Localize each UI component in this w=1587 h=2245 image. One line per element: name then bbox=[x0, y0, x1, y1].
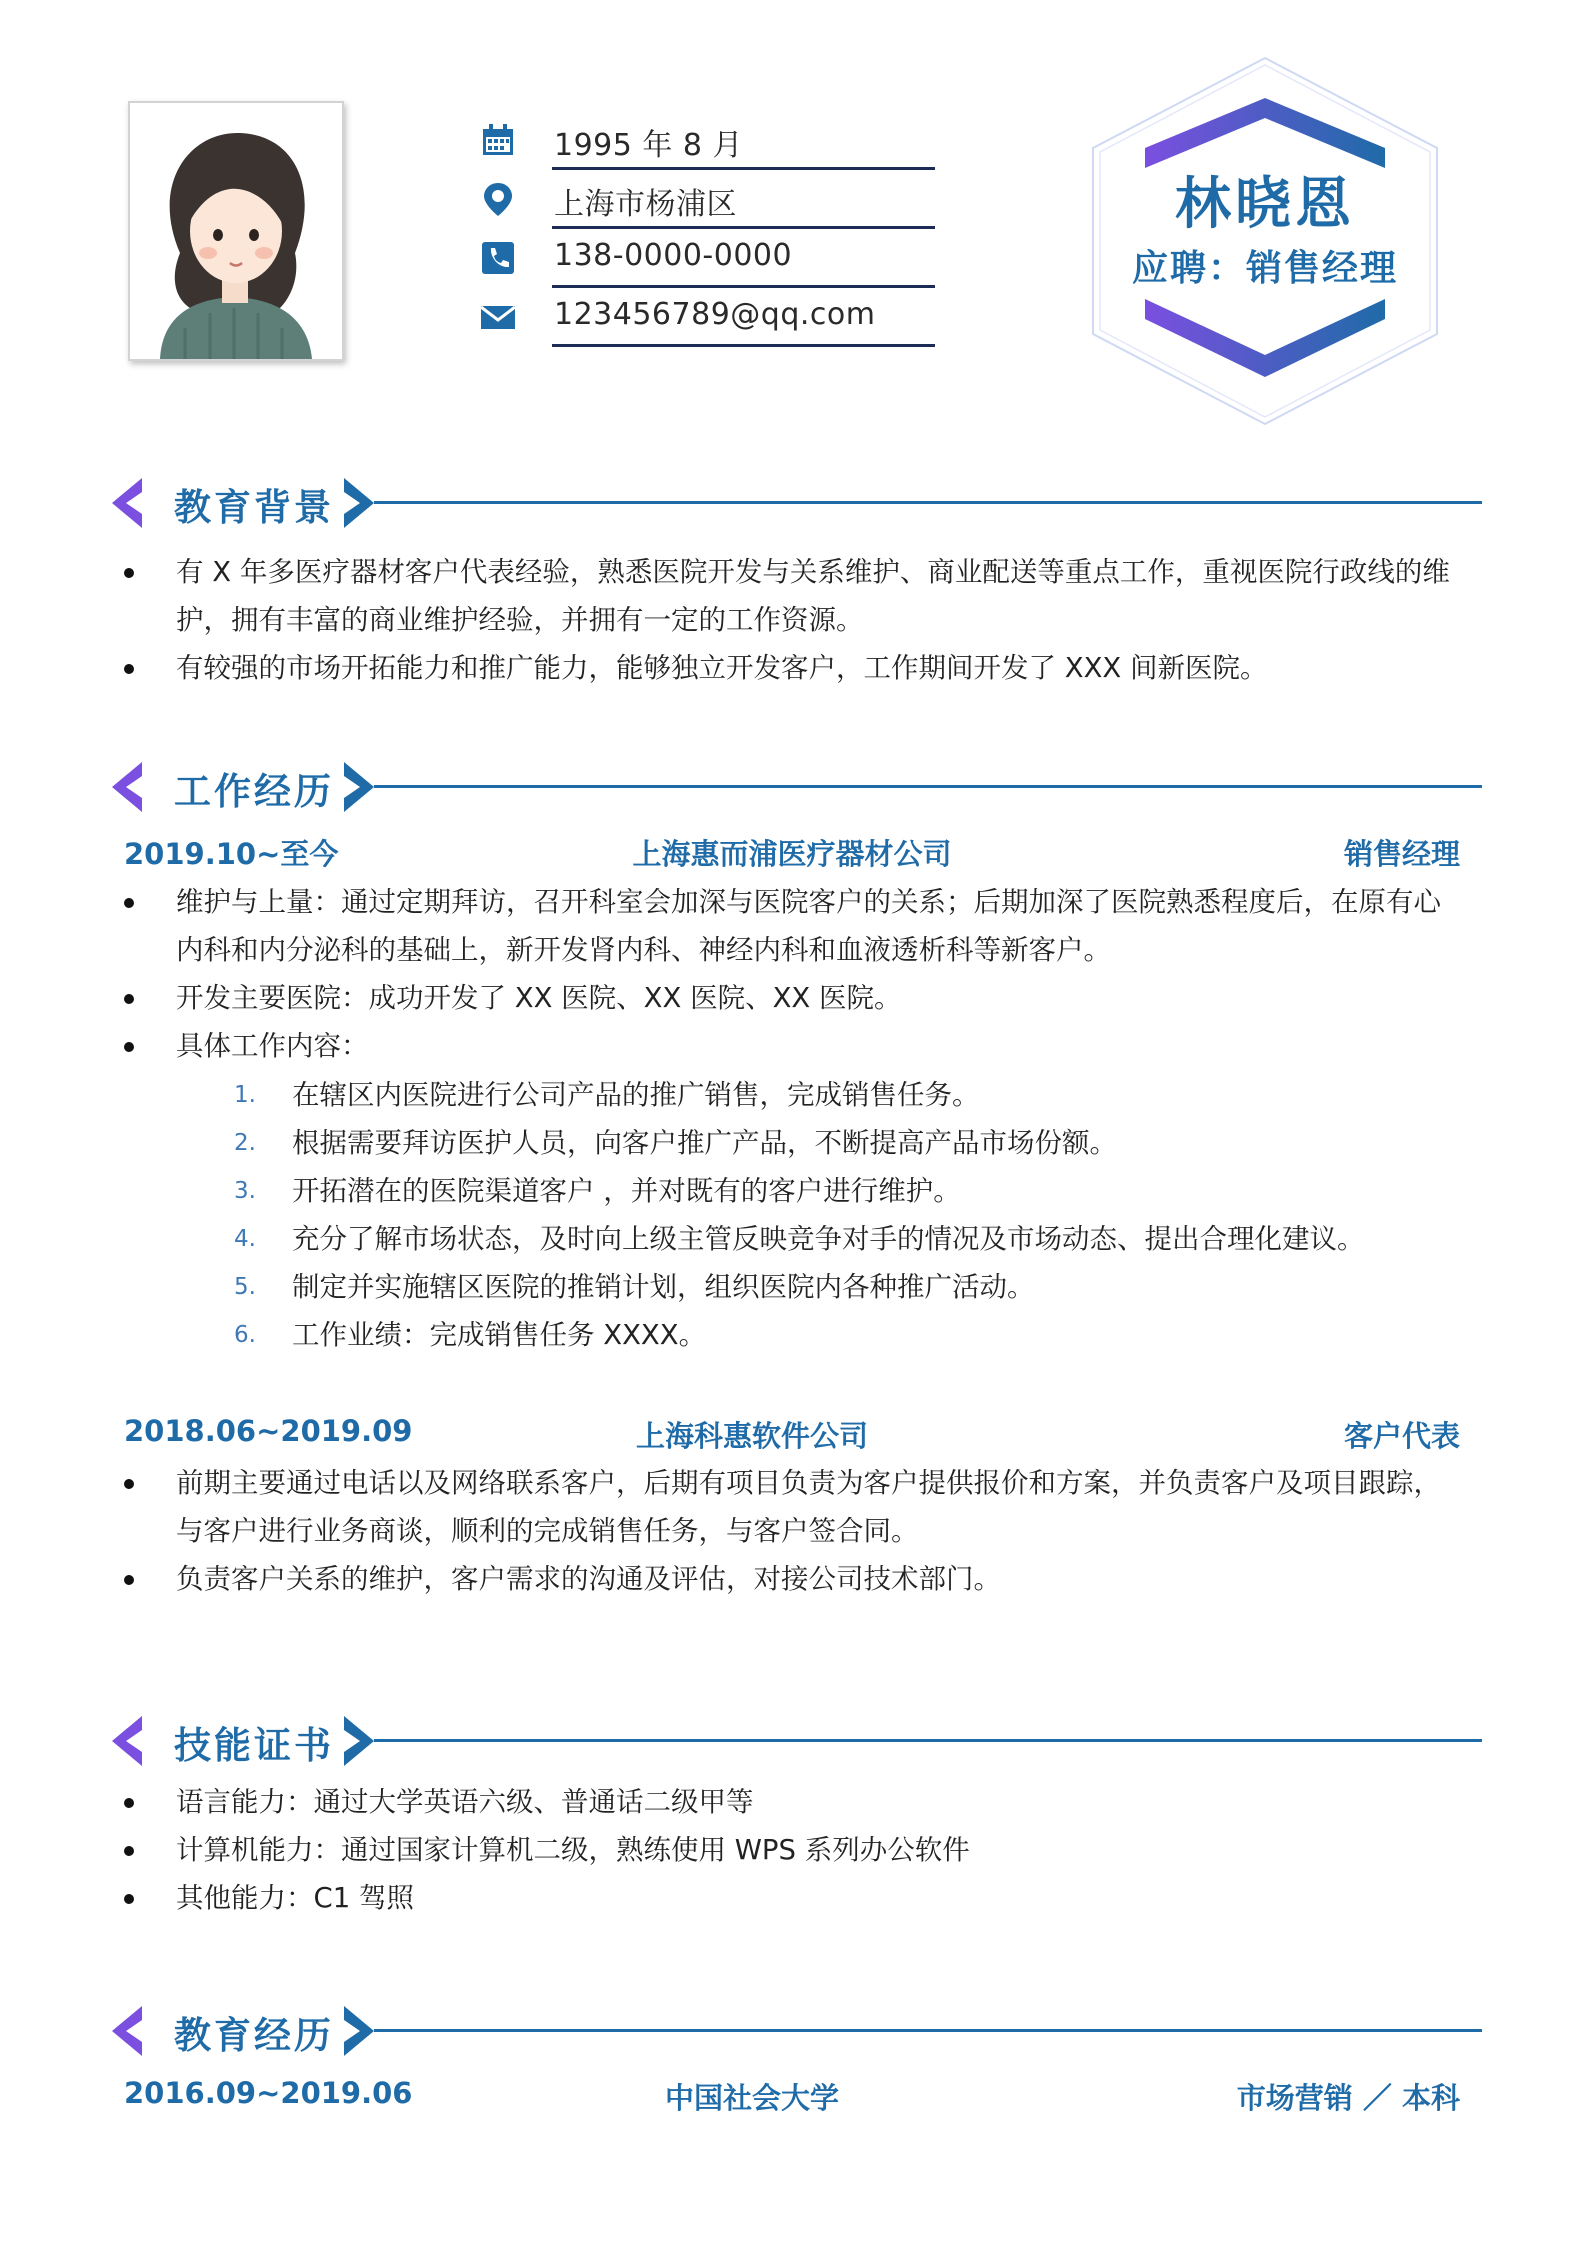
bullet-icon bbox=[124, 1479, 134, 1489]
mail-icon bbox=[480, 299, 516, 335]
bullet-icon bbox=[124, 1798, 134, 1808]
resume-page: 1995 年 8 月 上海市杨浦区 138-0000-0000 123456789@qq.com 林晓恩 应聘：销售经理 教育背景 有 X 年多医疗器材客户代表经验，熟悉医院开发与关系维护、商业配送等重点工作，重视医院行政线的维 护，拥有丰富的商业维护经验，并拥有一定的工作资源。 有较强的市场开拓能力和推广能力，能够独立开发客户，工作期间开发了 XXX 间新医院。 工作经历 2019.10~至今 上海惠而浦医疗器材公司 销售经理 维护与上量：通过定期拜访，召开科室会加深与医院客户的关系；后期加深了医院熟悉程度后，在原有心 内科和内分泌科的基础上，新开发肾内科、神经内科和血液透析科等新客户。 开发主要医院：成功开发了 XX 医院、XX 医院、XX 医院。 具体工作内容： 1. 在辖区内医院进行公司产品的推广销售，完成销售任务。 2. 根据需要拜访医护人员，向客户推广产品，不断提高产品市场份额。 3. 开拓潜在的医院渠道客户 ，并对既有的客户进行维护。 4. 充分了解市场状态，及时向上级主管反映竞争对手的情况及市场动态、提出合理化建议。 5. 制定并实施辖区医院的推销计划，组织医院内各种推广活动。 6. 工作业绩：完成销售任务 XXXX。 2018.06~2019.09 上海科惠软件公司 客户代表 前期主要通过电话以及网络联系客户，后期有项目负责为客户提供报价和方案，并负责客户及项目跟踪， 与客户进行业务商谈，顺利的完成销售任务，与客户签合同。 负责客户关系的维护，客户需求的沟通及评估，对接公司技术部门。 技能证书 语言能力：通过大学英语六级、普通话二级甲等 计算机能力：通过国家计算机二级，熟练使用 WPS 系列办公软件 其他能力：C1 驾照 教育经历 2016.09~2019.06 中国社会大学 市场营销 ／ 本科 bbox=[0, 0, 1587, 2245]
job-role: 客户代表 bbox=[1343, 1419, 1460, 1453]
email-address: 123456789@qq.com bbox=[554, 297, 876, 332]
right-chevron-icon bbox=[344, 478, 374, 528]
info-divider bbox=[552, 344, 935, 347]
job-period: 2019.10~至今 bbox=[124, 837, 339, 871]
location-text: 上海市杨浦区 bbox=[554, 187, 737, 222]
right-chevron-icon bbox=[344, 2006, 374, 2056]
job-company: 上海惠而浦医疗器材公司 bbox=[632, 837, 952, 871]
section-title: 教育背景 bbox=[174, 486, 334, 529]
info-location bbox=[480, 171, 935, 229]
section-rule bbox=[374, 1739, 1482, 1742]
birth-date: 1995 年 8 月 bbox=[554, 128, 744, 163]
info-email bbox=[480, 289, 935, 347]
bullet-icon bbox=[124, 568, 134, 578]
education-period: 2016.09~2019.06 bbox=[124, 2076, 413, 2110]
bullet-icon bbox=[124, 1846, 134, 1856]
info-divider bbox=[552, 167, 935, 170]
section-header-education bbox=[112, 2000, 1482, 2060]
location-pin-icon bbox=[480, 181, 516, 217]
avatar bbox=[128, 101, 344, 361]
phone-icon bbox=[480, 240, 516, 276]
section-title: 技能证书 bbox=[174, 1724, 334, 1767]
bullet-icon bbox=[124, 664, 134, 674]
section-header-education-background bbox=[112, 472, 1482, 532]
info-divider bbox=[552, 226, 935, 229]
education-major: 市场营销 ／ 本科 bbox=[1236, 2081, 1460, 2115]
name-badge bbox=[1090, 55, 1440, 427]
education-header bbox=[124, 2076, 1460, 2120]
job-company: 上海科惠软件公司 bbox=[635, 1419, 868, 1453]
education-school: 中国社会大学 bbox=[664, 2081, 839, 2115]
section-rule bbox=[374, 501, 1482, 504]
info-birth bbox=[480, 112, 935, 170]
left-chevron-icon bbox=[112, 478, 142, 528]
applied-position: 应聘：销售经理 bbox=[1131, 248, 1398, 289]
left-chevron-icon bbox=[112, 762, 142, 812]
bullet-icon bbox=[124, 898, 134, 908]
section-header-skills bbox=[112, 1710, 1482, 1770]
calendar-icon bbox=[480, 122, 516, 158]
left-chevron-icon bbox=[112, 1716, 142, 1766]
bullet-icon bbox=[124, 1575, 134, 1585]
job-header bbox=[124, 832, 1460, 876]
bullet-icon bbox=[124, 1042, 134, 1052]
section-header-work bbox=[112, 756, 1482, 816]
left-chevron-icon bbox=[112, 2006, 142, 2056]
section-rule bbox=[374, 785, 1482, 788]
section-title: 工作经历 bbox=[174, 770, 334, 813]
phone-number: 138-0000-0000 bbox=[554, 238, 793, 273]
job-period: 2018.06~2019.09 bbox=[124, 1414, 413, 1448]
right-chevron-icon bbox=[344, 762, 374, 812]
candidate-name: 林晓恩 bbox=[1175, 172, 1355, 237]
info-phone bbox=[480, 230, 935, 288]
bullet-icon bbox=[124, 994, 134, 1004]
job-header bbox=[124, 1414, 1460, 1458]
right-chevron-icon bbox=[344, 1716, 374, 1766]
section-title: 教育经历 bbox=[174, 2014, 334, 2057]
job-role: 销售经理 bbox=[1343, 837, 1460, 871]
info-divider bbox=[552, 285, 935, 288]
section-rule bbox=[374, 2029, 1482, 2032]
bullet-icon bbox=[124, 1894, 134, 1904]
